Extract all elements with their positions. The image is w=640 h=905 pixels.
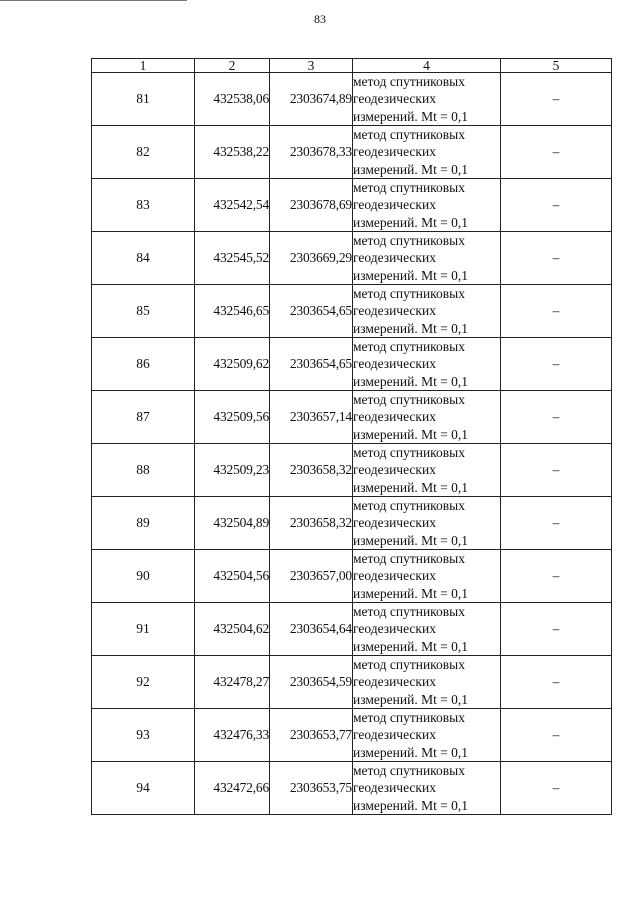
- method-line: геодезических: [353, 303, 436, 319]
- table-row: [92, 126, 612, 179]
- method-cell: [353, 709, 501, 762]
- note-cell: –: [501, 762, 612, 815]
- x-coordinate-cell: 432545,52: [195, 232, 270, 285]
- note-cell: –: [501, 73, 612, 126]
- point-number-cell: 82: [92, 126, 195, 179]
- note-cell: –: [501, 550, 612, 603]
- point-number-cell: 86: [92, 338, 195, 391]
- top-rule: [0, 0, 187, 1]
- x-coordinate-cell: 432504,56: [195, 550, 270, 603]
- method-line: геодезических: [353, 356, 436, 372]
- x-coordinate-cell: 432476,33: [195, 709, 270, 762]
- coordinates-table: [91, 58, 612, 815]
- y-coordinate-cell: 2303678,69: [270, 179, 353, 232]
- header-col-5: 5: [501, 59, 612, 73]
- method-cell: [353, 338, 501, 391]
- header-col-2: 2: [195, 59, 270, 73]
- method-cell: [353, 762, 501, 815]
- method-line: измерений. Mt = 0,1: [353, 320, 469, 336]
- method-cell: [353, 444, 501, 497]
- method-line: геодезических: [353, 409, 436, 425]
- note-cell: –: [501, 126, 612, 179]
- point-number-cell: 83: [92, 179, 195, 232]
- table-row: [92, 762, 612, 815]
- y-coordinate-cell: 2303669,29: [270, 232, 353, 285]
- note-cell: –: [501, 179, 612, 232]
- method-line: измерений. Mt = 0,1: [353, 373, 469, 389]
- y-coordinate-cell: 2303658,32: [270, 444, 353, 497]
- method-line: измерений. Mt = 0,1: [353, 267, 469, 283]
- method-line: геодезических: [353, 568, 436, 584]
- point-number-cell: 89: [92, 497, 195, 550]
- table-row: [92, 497, 612, 550]
- y-coordinate-cell: 2303654,59: [270, 656, 353, 709]
- method-line: метод спутниковых: [353, 445, 465, 461]
- method-cell: [353, 497, 501, 550]
- method-line: метод спутниковых: [353, 286, 465, 302]
- y-coordinate-cell: 2303657,00: [270, 550, 353, 603]
- x-coordinate-cell: 432542,54: [195, 179, 270, 232]
- note-cell: –: [501, 232, 612, 285]
- note-cell: –: [501, 391, 612, 444]
- method-cell: [353, 550, 501, 603]
- table-row: [92, 391, 612, 444]
- x-coordinate-cell: 432472,66: [195, 762, 270, 815]
- method-line: геодезических: [353, 621, 436, 637]
- y-coordinate-cell: 2303658,32: [270, 497, 353, 550]
- table-row: [92, 232, 612, 285]
- method-line: измерений. Mt = 0,1: [353, 161, 469, 177]
- method-line: измерений. Mt = 0,1: [353, 585, 469, 601]
- y-coordinate-cell: 2303653,77: [270, 709, 353, 762]
- x-coordinate-cell: 432504,89: [195, 497, 270, 550]
- table-row: [92, 73, 612, 126]
- method-line: геодезических: [353, 91, 436, 107]
- method-line: метод спутниковых: [353, 233, 465, 249]
- note-cell: –: [501, 338, 612, 391]
- y-coordinate-cell: 2303653,75: [270, 762, 353, 815]
- method-line: геодезических: [353, 197, 436, 213]
- point-number-cell: 91: [92, 603, 195, 656]
- method-line: измерений. Mt = 0,1: [353, 214, 469, 230]
- point-number-cell: 94: [92, 762, 195, 815]
- point-number-cell: 85: [92, 285, 195, 338]
- table-body: [92, 73, 612, 815]
- method-cell: [353, 656, 501, 709]
- x-coordinate-cell: 432538,06: [195, 73, 270, 126]
- note-cell: –: [501, 497, 612, 550]
- note-cell: –: [501, 656, 612, 709]
- y-coordinate-cell: 2303657,14: [270, 391, 353, 444]
- method-line: метод спутниковых: [353, 498, 465, 514]
- point-number-cell: 88: [92, 444, 195, 497]
- method-cell: [353, 285, 501, 338]
- note-cell: –: [501, 709, 612, 762]
- method-line: метод спутниковых: [353, 551, 465, 567]
- x-coordinate-cell: 432509,62: [195, 338, 270, 391]
- table-row: [92, 709, 612, 762]
- table-row: [92, 444, 612, 497]
- method-line: измерений. Mt = 0,1: [353, 797, 469, 813]
- method-line: геодезических: [353, 515, 436, 531]
- method-cell: [353, 179, 501, 232]
- note-cell: –: [501, 603, 612, 656]
- method-line: измерений. Mt = 0,1: [353, 532, 469, 548]
- point-number-cell: 87: [92, 391, 195, 444]
- header-row: [92, 59, 612, 73]
- x-coordinate-cell: 432504,62: [195, 603, 270, 656]
- method-cell: [353, 232, 501, 285]
- point-number-cell: 92: [92, 656, 195, 709]
- x-coordinate-cell: 432509,23: [195, 444, 270, 497]
- point-number-cell: 81: [92, 73, 195, 126]
- method-line: метод спутниковых: [353, 604, 465, 620]
- table-row: [92, 338, 612, 391]
- method-line: измерений. Mt = 0,1: [353, 691, 469, 707]
- method-line: геодезических: [353, 144, 436, 160]
- point-number-cell: 84: [92, 232, 195, 285]
- method-line: измерений. Mt = 0,1: [353, 638, 469, 654]
- method-line: измерений. Mt = 0,1: [353, 479, 469, 495]
- y-coordinate-cell: 2303654,65: [270, 338, 353, 391]
- method-line: геодезических: [353, 250, 436, 266]
- note-cell: –: [501, 444, 612, 497]
- x-coordinate-cell: 432538,22: [195, 126, 270, 179]
- method-line: метод спутниковых: [353, 74, 465, 90]
- x-coordinate-cell: 432546,65: [195, 285, 270, 338]
- table-row: [92, 550, 612, 603]
- table-row: [92, 656, 612, 709]
- header-col-3: 3: [270, 59, 353, 73]
- method-line: измерений. Mt = 0,1: [353, 744, 469, 760]
- y-coordinate-cell: 2303654,65: [270, 285, 353, 338]
- method-cell: [353, 126, 501, 179]
- header-col-1: 1: [92, 59, 195, 73]
- table-row: [92, 285, 612, 338]
- method-line: метод спутниковых: [353, 180, 465, 196]
- table-row: [92, 603, 612, 656]
- point-number-cell: 93: [92, 709, 195, 762]
- method-line: геодезических: [353, 780, 436, 796]
- method-line: измерений. Mt = 0,1: [353, 426, 469, 442]
- method-line: метод спутниковых: [353, 763, 465, 779]
- method-line: метод спутниковых: [353, 657, 465, 673]
- point-number-cell: 90: [92, 550, 195, 603]
- method-cell: [353, 73, 501, 126]
- y-coordinate-cell: 2303674,89: [270, 73, 353, 126]
- method-line: метод спутниковых: [353, 710, 465, 726]
- method-cell: [353, 391, 501, 444]
- page-number: 83: [314, 12, 326, 26]
- method-line: метод спутниковых: [353, 392, 465, 408]
- method-cell: [353, 603, 501, 656]
- x-coordinate-cell: 432509,56: [195, 391, 270, 444]
- method-line: геодезических: [353, 727, 436, 743]
- note-cell: –: [501, 285, 612, 338]
- table-row: [92, 179, 612, 232]
- method-line: метод спутниковых: [353, 339, 465, 355]
- y-coordinate-cell: 2303654,64: [270, 603, 353, 656]
- method-line: геодезических: [353, 462, 436, 478]
- method-line: метод спутниковых: [353, 127, 465, 143]
- y-coordinate-cell: 2303678,33: [270, 126, 353, 179]
- header-col-4: 4: [353, 59, 501, 73]
- method-line: геодезических: [353, 674, 436, 690]
- method-line: измерений. Mt = 0,1: [353, 108, 469, 124]
- x-coordinate-cell: 432478,27: [195, 656, 270, 709]
